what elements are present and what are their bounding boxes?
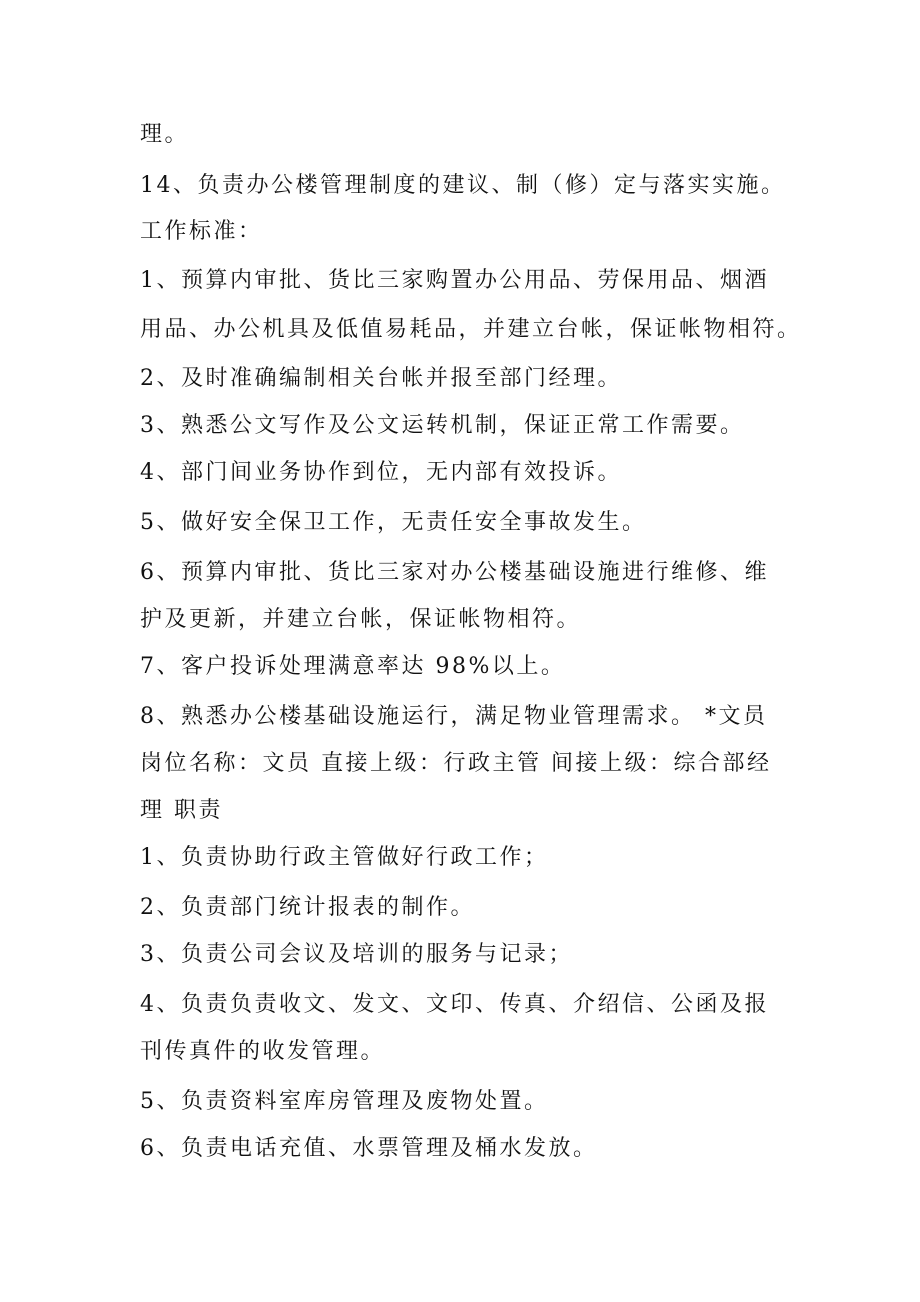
- text-line: 岗位名称：文员 直接上级：行政主管 间接上级：综合部经: [140, 751, 772, 776]
- text-line: 3、熟悉公文写作及公文运转机制，保证正常工作需要。: [140, 413, 745, 438]
- text-line: 6、负责电话充值、水票管理及桶水发放。: [140, 1136, 598, 1161]
- text-line: 1、预算内审批、货比三家购置办公用品、劳保用品、烟酒: [140, 268, 769, 293]
- text-line: 用品、办公机具及低值易耗品，并建立台帐，保证帐物相符。: [140, 317, 802, 342]
- text-line: 4、负责负责收文、发文、文印、传真、介绍信、公函及报: [140, 992, 769, 1017]
- text-line: 5、做好安全保卫工作，无责任安全事故发生。: [140, 510, 647, 535]
- section-heading: 工作标准：: [140, 219, 263, 244]
- text-line: 7、客户投诉处理满意率达 98%以上。: [140, 654, 566, 679]
- text-line: 8、熟悉办公楼基础设施运行，满足物业管理需求。 *文员: [140, 704, 768, 729]
- text-line: 14、负责办公楼管理制度的建议、制（修）定与落实实施。: [140, 173, 786, 198]
- text-line: 2、及时准确编制相关台帐并报至部门经理。: [140, 366, 622, 391]
- text-line: 3、负责公司会议及培训的服务与记录；: [140, 942, 573, 967]
- text-line: 2、负责部门统计报表的制作。: [140, 895, 475, 920]
- text-line: 5、负责资料室库房管理及废物处置。: [140, 1089, 549, 1114]
- text-line: 1、负责协助行政主管做好行政工作；: [140, 845, 549, 870]
- text-line: 4、部门间业务协作到位，无内部有效投诉。: [140, 460, 622, 485]
- text-line: 理 职责: [140, 798, 223, 823]
- text-line: 理。: [140, 122, 190, 147]
- text-line: 刊传真件的收发管理。: [140, 1039, 386, 1064]
- text-line: 护及更新，并建立台帐，保证帐物相符。: [140, 607, 582, 632]
- text-line: 6、预算内审批、货比三家对办公楼基础设施进行维修、维: [140, 560, 769, 585]
